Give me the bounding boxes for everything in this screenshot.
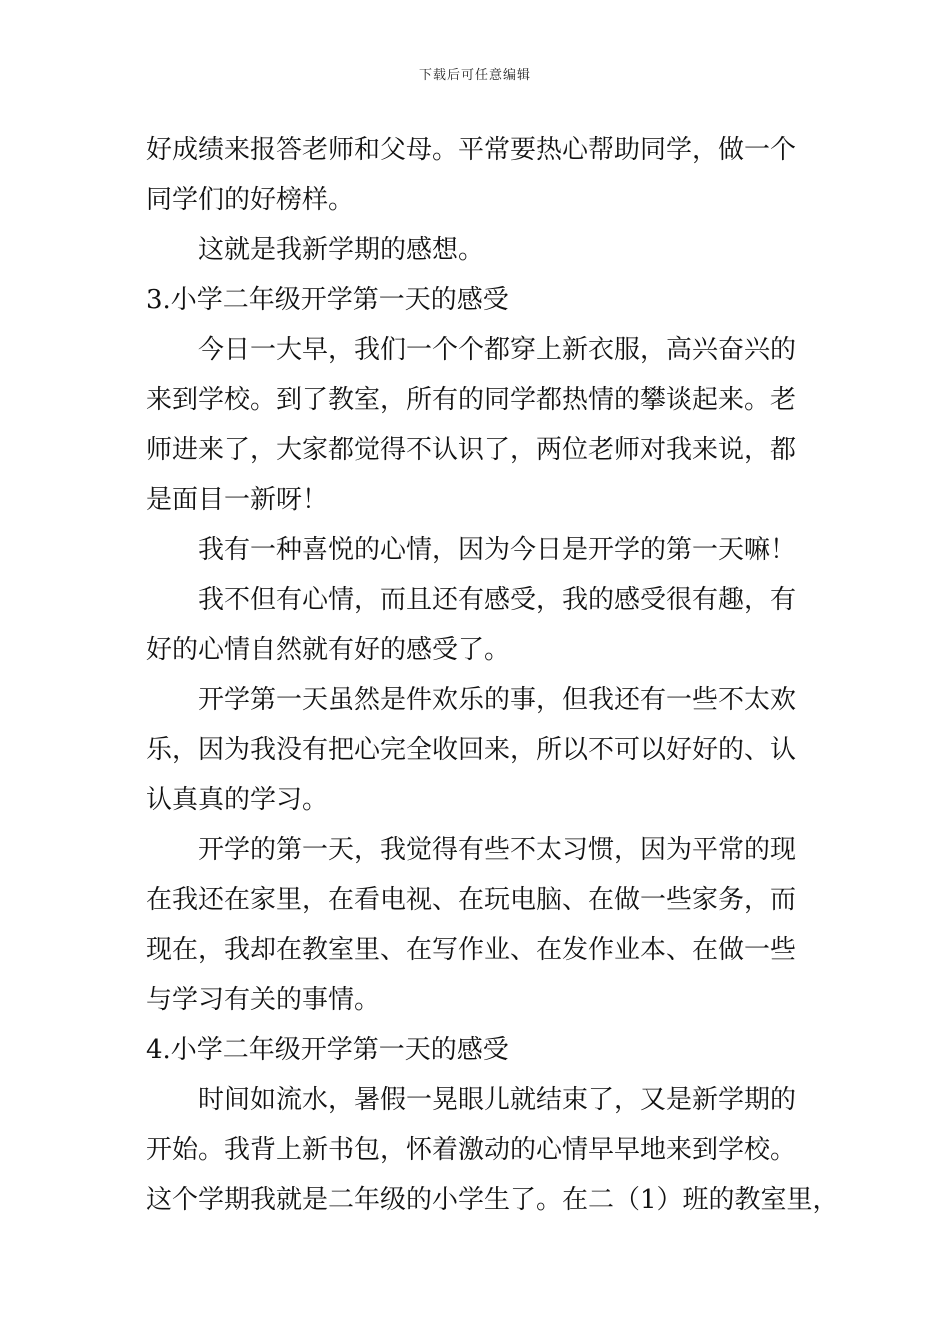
text-line: 我有一种喜悦的心情，因为今日是开学的第一天嘛！ (198, 535, 797, 565)
text-line: 现在，我却在教室里、在写作业、在发作业本、在做一些 (146, 935, 797, 965)
text-line: 这个学期我就是二年级的小学生了。在二（1）班的教室里， (146, 1185, 839, 1215)
text-line: 时间如流水，暑假一晃眼儿就结束了，又是新学期的 (198, 1085, 797, 1115)
text-line: 与学习有关的事情。 (146, 985, 381, 1015)
text-line: 好成绩来报答老师和父母。平常要热心帮助同学，做一个 (146, 135, 797, 165)
text-line: 开学的第一天，我觉得有些不太习惯，因为平常的现 (198, 835, 797, 865)
text-line: 来到学校。到了教室，所有的同学都热情的攀谈起来。老 (146, 385, 797, 415)
text-line: 在我还在家里，在看电视、在玩电脑、在做一些家务，而 (146, 885, 797, 915)
text-line: 我不但有心情，而且还有感受，我的感受很有趣，有 (198, 585, 797, 615)
text-line: 师进来了，大家都觉得不认识了，两位老师对我来说，都 (146, 435, 797, 465)
section-heading: 4.小学二年级开学第一天的感受 (146, 1035, 509, 1065)
text-line: 今日一大早，我们一个个都穿上新衣服，高兴奋兴的 (198, 335, 797, 365)
document-body (146, 125, 839, 1225)
page-header: 下载后可任意编辑 (418, 68, 531, 83)
text-line: 乐，因为我没有把心完全收回来，所以不可以好好的、认 (146, 735, 797, 765)
text-line: 开始。我背上新书包，怀着激动的心情早早地来到学校。 (146, 1135, 797, 1165)
section-heading: 3.小学二年级开学第一天的感受 (146, 285, 509, 315)
text-line: 这就是我新学期的感想。 (198, 235, 485, 265)
text-line: 好的心情自然就有好的感受了。 (146, 635, 511, 665)
text-line: 同学们的好榜样。 (146, 185, 355, 215)
text-line: 认真真的学习。 (146, 785, 329, 815)
text-line: 是面目一新呀！ (146, 485, 329, 515)
text-line: 开学第一天虽然是件欢乐的事，但我还有一些不太欢 (198, 685, 797, 715)
